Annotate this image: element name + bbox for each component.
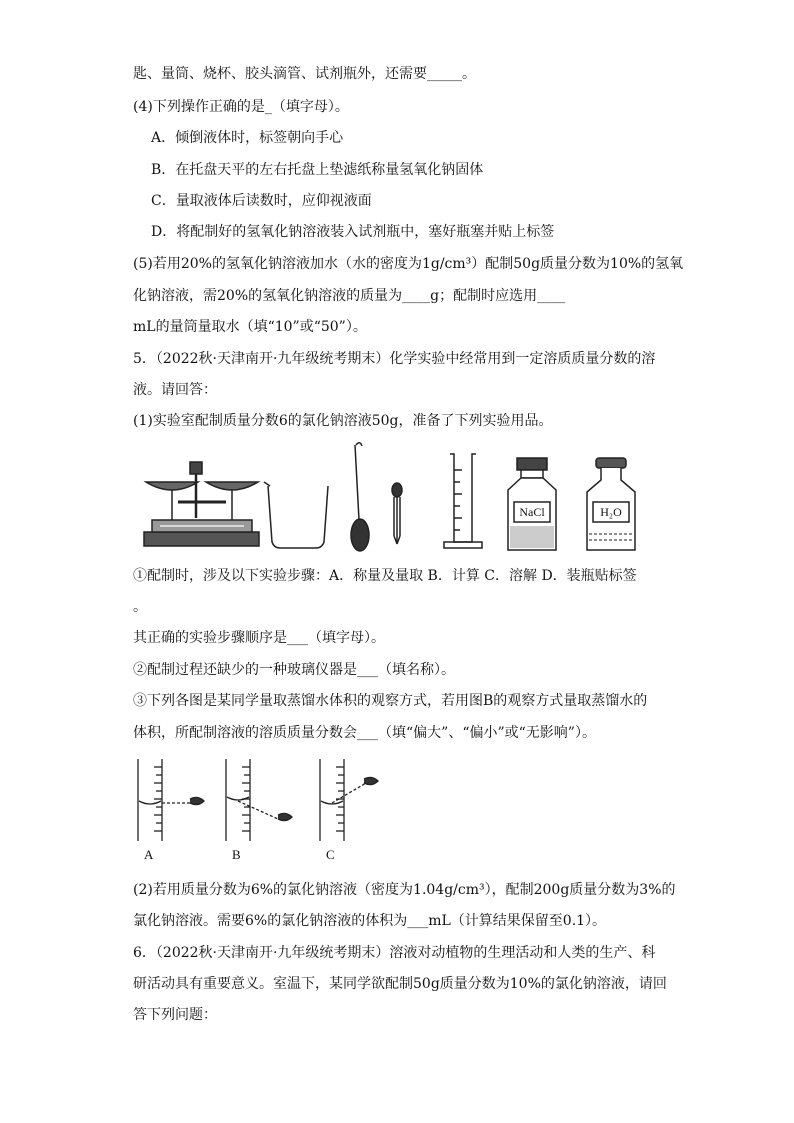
text-line: 体积，所配制溶液的溶质质量分数会___（填“偏大”、“偏小”或“无影响”）。: [133, 725, 596, 741]
question-4: (4)下列操作正确的是_（填字母）。: [133, 99, 349, 115]
beaker-icon: [264, 482, 328, 548]
question-5-part: (5)若用20%的氢氧化钠溶液加水（水的密度为1g/cm³）配制50g质量分数为10%的氢氧: [133, 256, 684, 272]
cylinder-c: [320, 759, 378, 841]
cylinder-label-b: B: [232, 847, 241, 862]
cylinder-label-a: A: [144, 847, 154, 862]
text-line: 液。请回答：: [133, 382, 217, 398]
step-1: ①配制时，涉及以下实验步骤：A．称量及量取 B．计算 C．溶解 D．装瓶贴标签: [133, 568, 637, 584]
problem-5-heading: 5．（2022秋·天津南开·九年级统考期末）化学实验中经常用到一定溶质质量分数的溶: [133, 351, 656, 367]
text-line: 其正确的实验步骤顺序是___（填字母）。: [133, 630, 385, 646]
cylinder-label-c: C: [326, 847, 335, 862]
question-1: (1)实验室配制质量分数6的氯化钠溶液50g，准备了下列实验用品。: [133, 413, 553, 429]
spatula-icon: [351, 443, 369, 551]
graduated-cylinder-icon: [444, 454, 482, 548]
text-line: 化钠溶液，需20%的氢氧化钠溶液的质量为____g；配制时应选用____: [133, 288, 566, 304]
step-3: ③下列各图是某同学量取蒸馏水体积的观察方式，若用图B的观察方式量取蒸馏水的: [133, 693, 648, 709]
text-line: 氯化钠溶液。需要6%的氯化钠溶液的体积为___mL（计算结果保留至0.1）。: [133, 913, 607, 929]
balance-icon: [144, 462, 259, 546]
cylinder-reading-figure: [130, 755, 380, 865]
question-2: (2)若用质量分数为6%的氯化钠溶液（密度为1.04g/cm³），配制200g质量分数为3%的: [133, 882, 676, 898]
text-line: 答下列问题：: [133, 1007, 217, 1023]
option-a: A．倾倒液体时，标签朝向手心: [151, 130, 344, 146]
step-2: ②配制过程还缺少的一种玻璃仪器是___（填名称）。: [133, 662, 455, 678]
dropper-icon: [392, 483, 402, 544]
option-c: C．量取液体后读数时，应仰视液面: [151, 193, 372, 209]
option-b: B．在托盘天平的左右托盘上垫滤纸称量氢氧化钠固体: [151, 162, 484, 178]
cylinder-a: [138, 759, 204, 841]
nacl-bottle-icon: [508, 458, 556, 550]
text-line: mL的量筒量取水（填“10”或“50”）。: [133, 319, 367, 335]
text-line: 研活动具有重要意义。室温下，某同学欲配制50g质量分数为10%的氯化钠溶液，请回: [133, 976, 667, 992]
water-bottle-icon: [587, 458, 635, 550]
text-line: 匙、量筒、烧杯、胶头滴管、试剂瓶外，还需要_____。: [133, 66, 476, 82]
option-d: D．将配制好的氢氧化钠溶液装入试剂瓶中，塞好瓶塞并贴上标签: [151, 224, 555, 240]
lab-equipment-figure: [138, 440, 648, 555]
cylinder-b: [226, 759, 292, 841]
nacl-label: NaCl: [519, 505, 545, 519]
text-line: 。: [133, 599, 147, 615]
water-label: H₂O: [600, 505, 622, 519]
problem-6-heading: 6．（2022秋·天津南开·九年级统考期末）溶液对动植物的生理活动和人类的生产、科: [133, 945, 656, 961]
